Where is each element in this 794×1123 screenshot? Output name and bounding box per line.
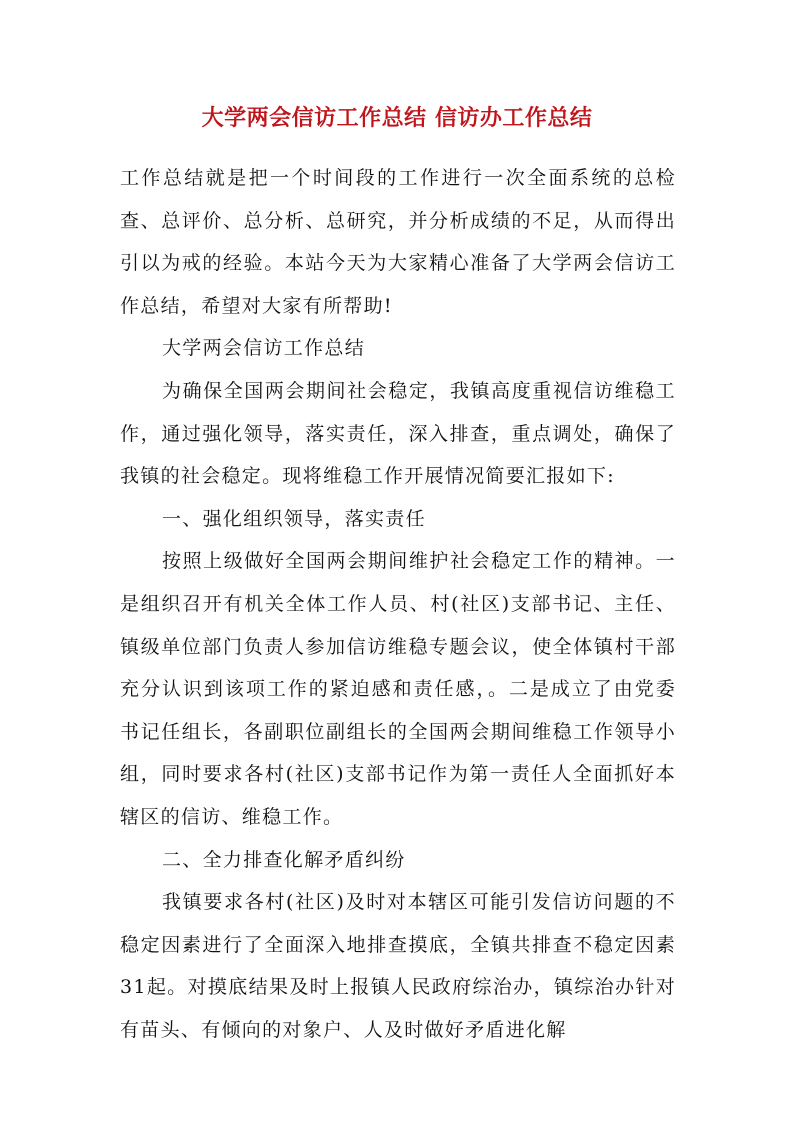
paragraph-section-2: 我镇要求各村(社区)及时对本辖区可能引发信访问题的不稳定因素进行了全面深入地排查摸底，全镇共排查不稳定因素31起。对摸底结果及时上报镇人民政府综治办，镇综治办针对有苗头、有倾向的对象户、人及时做好矛盾进化解 — [120, 891, 676, 1041]
paragraph-section-1: 按照上级做好全国两会期间维护社会稳定工作的精神。一是组织召开有机关全体工作人员、村(社区)支部书记、主任、镇级单位部门负责人参加信访维稳专题会议，使全体镇村干部充分认识到该项工作的紧迫感和责任感，。二是成立了由党委书记任组长，各副职位副组长的全国两会期间维稳工作领导小组，同时要求各村(社区)支部书记作为第一责任人全面抓好本辖区的信访、维稳工作。 — [120, 550, 676, 828]
section-heading-1: 一、强化组织领导，落实责任 — [162, 507, 426, 530]
paragraph-overview: 为确保全国两会期间社会稳定，我镇高度重视信访维稳工作，通过强化领导，落实责任，深入排查，重点调处，确保了我镇的社会稳定。现将维稳工作开展情况简要汇报如下: — [120, 379, 676, 488]
section-heading-title: 大学两会信访工作总结 — [162, 337, 366, 360]
section-heading-2: 二、全力排查化解矛盾纠纷 — [162, 848, 406, 871]
document-title: 大学两会信访工作总结 信访办工作总结 — [201, 105, 593, 131]
document-body — [120, 157, 676, 1051]
paragraph-intro: 工作总结就是把一个时间段的工作进行一次全面系统的总检查、总评价、总分析、总研究，并分析成绩的不足，从而得出引以为戒的经验。本站今天为大家精心准备了大学两会信访工作总结，希望对大家有所帮助! — [120, 167, 676, 317]
